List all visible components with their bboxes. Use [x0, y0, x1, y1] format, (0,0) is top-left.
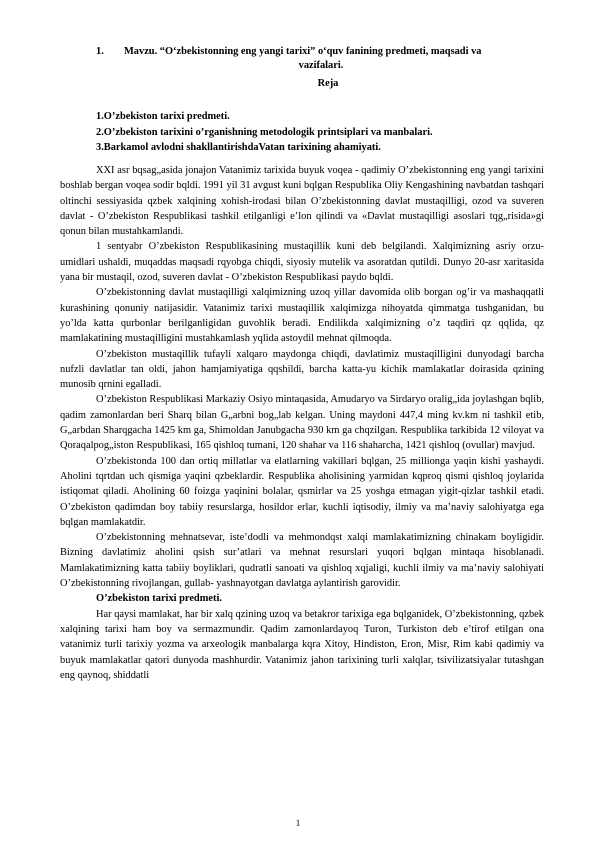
plan-list	[96, 109, 433, 156]
title-line-1: Mavzu. “O‘zbekistonning eng yangi tarixi” o‘quv fanining predmeti, maqsadi va	[124, 46, 482, 57]
title-line-2: vazifalari.	[298, 60, 344, 71]
paragraph: O’zbekistonning mehnatsevar, iste’dodli va mehmondqst xalqi mamlakatimizning chinakam boyligidir. Bizning davlatimiz aholini qsish sur’atlari va mehnat resurslari yuqori bqlgan mintaqa hisoblanadi. Mamlakatimizning katta tabiiy boyliklari, qudratli sanoati va qishloq xqjaligi, kuchli ilmiy va ma’naviy salohiyati O’zbekistonning rivojlangan, gullab- yashnayotgan davlatga aylantirish garovidir.	[60, 532, 544, 590]
page-number: 1	[295, 818, 301, 828]
paragraph: O’zbekistonda 100 dan ortiq millatlar va elatlarning vakillari bqlgan, 25 millionga yaqin kishi yashaydi. Aholini tqrtdan uch qismiga yaqini qzbeklardir. Respublika aholisining yarmidan kqproq qismi qishloq joylarida istiqomat qiladi. Aholining 60 foizga yaqinini bolalar, qsmirlar va 25 yoshga etmagan yigit-qizlar tashkil etadi. O’zbekiston qadimdan boy tabiiy resurslarga, hosildor erlar, kuchli iqtisodiy, ilmiy va ma’naviy salohiyatga ega bqlgan mamlakatdir.	[60, 455, 544, 528]
paragraph: 1 sentyabr O’zbekiston Respublikasining mustaqillik kuni deb belgilandi. Xalqimizning asriy orzu-umidlari ushaldi, muqaddas maqsadi rqyobga chiqdi, siyosiy mutelik va asoratdan qutildi. Dunyo 20-asr xaritasida yana bir mustaqil, ozod, suveren davlat - O’zbekiston Respublikasi paydo bqldi.	[60, 241, 544, 284]
paragraph: Har qaysi mamlakat, har bir xalq qzining uzoq va betakror tarixiga ega bqlganidek, O’zbekistonning, qzbek xalqining tarixi ham boy va sermazmundir. Qadim zamonlardayoq Turon, Turkiston deb e’tirof etilgan ona vatanimiz turli tarixiy yozma va arxeologik manbalarga kqra Xitoy, Hindiston, Eron, Misr, Rim kabi qadimiy va buyuk mamlakatlar qatori dunyoda mashhurdir. Vatanimiz jahon tarixining turli xalqlar, tsivilizatsiyalar tutashgan eng qaynoq, shiddatli	[60, 608, 544, 681]
paragraph: O’zbekistonning davlat mustaqilligi xalqimizning uzoq yillar davomida olib borgan og’ir va mashaqqatli kurashining qonuniy natijasidir. Vatanimiz tarixi mustaqillik xalqimizga nihoyatda qimmatga tushganidan, bu yo’lda katta qurbonlar berilganligidan guvohlik beradi. Endilikda xalqimizning o’z taqdiri qz qqlida, qz mamlakatining mustaqilligini mustahkamlash yqlida astoydil mehnat qilmoqda.	[60, 287, 544, 345]
paragraph: O’zbekiston Respublikasi Markaziy Osiyo mintaqasida, Amudaryo va Sirdaryo oralig„ida joylashgan bqlib, qadim zamonlardan beri Sharq bilan G„arbni bog„lab kelgan. Uning maydoni 447,4 ming kv.km ni tashkil etib, G„arbdan Sharqgacha 1425 km ga, Shimoldan Janubgacha 930 km ga chqzilgan. Respublika tarkibida 12 viloyat va Qoraqalpog„iston Respublikasi, 165 qishloq tumani, 120 shahar va 116 shaharcha, 1421 qishloq (ovullar) mavjud.	[60, 394, 544, 452]
plan-heading: Reja	[317, 78, 339, 89]
paragraph: XXI asr bqsag„asida jonajon Vatanimiz tarixida buyuk voqea - qadimiy O’zbekistonning eng yangi tarixini boshlab bergan voqea sodir bqldi. 1991 yil 31 avgust kuni bqlgan Respublika Oliy Kengashining navbatdan tashqari oltinchi sessiyasida qzbek xalqining xohish-irodasi bilan O’zbekistonning davlat mustaqilligi, ozod va suveren davlat - O’zbekiston Respublikasi tashkil etilganligi e’lon qilindi va «Davlat mustaqilligi asoslari tqg„risida»gi qonun bilan mustahkamlandi.	[60, 165, 544, 238]
section-heading: O’zbekiston tarixi predmeti.	[96, 593, 222, 605]
plan-item: 3.Barkamol avlodni shakllantirishdaVatan tarixining ahamiyati.	[96, 142, 381, 153]
paragraph: O’zbekiston mustaqillik tufayli xalqaro maydonga chiqdi, davlatimiz mustaqilligini dunyodagi barcha nufzli davlatlar tan oldi, jahon hamjamiyatiga qqshildi, barcha katta-yu kichik mamlakatlar doirasida qzining munosib qrnini egalladi.	[60, 348, 544, 391]
plan-item: 2.O’zbekiston tarixini o’rganishning metodologik printsiplari va manbalari.	[96, 126, 433, 138]
plan-item: 1.O’zbekiston tarixi predmeti.	[96, 111, 230, 122]
document-body	[60, 163, 544, 683]
title-number: 1.	[96, 46, 104, 57]
